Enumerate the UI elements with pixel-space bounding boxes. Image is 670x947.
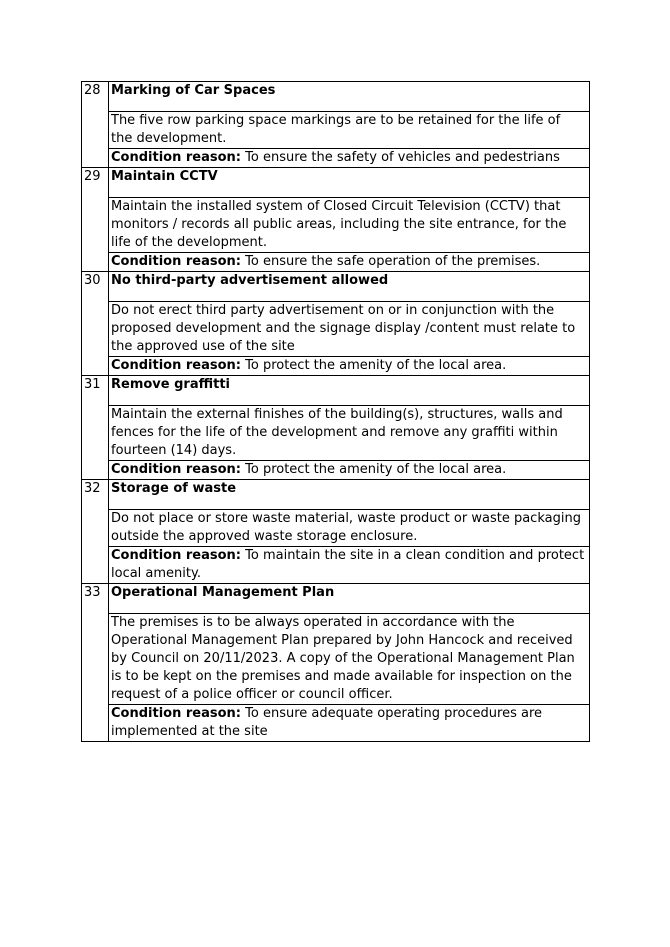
condition-reason-cell [109, 547, 590, 584]
condition-title: Storage of waste [111, 481, 237, 496]
condition-text-row [82, 614, 590, 705]
condition-reason-row [82, 547, 590, 584]
condition-text-row [82, 302, 590, 357]
condition-title-cell [109, 376, 590, 406]
condition-reason-row [82, 253, 590, 272]
condition-title-cell [109, 168, 590, 198]
condition-reason-row [82, 705, 590, 742]
condition-reason-text: To maintain the site in a clean condition and protect local amenity. [111, 548, 585, 581]
condition-row-33 [82, 584, 590, 614]
condition-reason-row [82, 149, 590, 168]
condition-text: The premises is to be always operated in accordance with the Operational Management Plan prepared by John Hancock and received by Council on 20/11/2023. A copy of the Operational Management Plan is to be kept on the premises and made available for inspection on the request of a police officer or council officer. [109, 614, 590, 705]
condition-row-28 [82, 82, 590, 112]
condition-reason-cell [109, 705, 590, 742]
condition-reason-cell [109, 253, 590, 272]
conditions-table [81, 81, 590, 742]
condition-number: 29 [82, 168, 109, 272]
condition-row-32 [82, 480, 590, 510]
condition-number: 30 [82, 272, 109, 376]
condition-reason-label: Condition reason: [111, 150, 241, 165]
condition-title-cell [109, 272, 590, 302]
condition-number: 32 [82, 480, 109, 584]
condition-row-31 [82, 376, 590, 406]
condition-reason-text: To ensure adequate operating procedures are implemented at the site [111, 706, 543, 739]
condition-text: The five row parking space markings are to be retained for the life of the development. [109, 112, 590, 149]
condition-title: No third-party advertisement allowed [111, 273, 389, 288]
condition-title: Marking of Car Spaces [111, 83, 276, 98]
condition-reason-label: Condition reason: [111, 358, 241, 373]
conditions-table-body [82, 82, 590, 742]
condition-reason-row [82, 461, 590, 480]
condition-reason-text: To protect the amenity of the local area. [241, 462, 507, 477]
condition-row-29 [82, 168, 590, 198]
condition-reason-label: Condition reason: [111, 462, 241, 477]
condition-reason-text: To protect the amenity of the local area. [241, 358, 507, 373]
condition-reason-cell [109, 357, 590, 376]
condition-text: Maintain the installed system of Closed Circuit Television (CCTV) that monitors / records all public areas, including the site entrance, for the life of the development. [109, 198, 590, 253]
condition-text: Do not erect third party advertisement on or in conjunction with the proposed development and the signage display /content must relate to the approved use of the site [109, 302, 590, 357]
condition-reason-label: Condition reason: [111, 254, 241, 269]
condition-reason-cell [109, 149, 590, 168]
condition-text: Maintain the external finishes of the building(s), structures, walls and fences for the life of the development and remove any graffiti within fourteen (14) days. [109, 406, 590, 461]
condition-reason-label: Condition reason: [111, 706, 241, 721]
condition-reason-cell [109, 461, 590, 480]
condition-number: 33 [82, 584, 109, 742]
condition-reason-label: Condition reason: [111, 548, 241, 563]
condition-title: Maintain CCTV [111, 169, 218, 184]
condition-text-row [82, 510, 590, 547]
condition-text-row [82, 198, 590, 253]
condition-text: Do not place or store waste material, waste product or waste packaging outside the approved waste storage enclosure. [109, 510, 590, 547]
condition-reason-row [82, 357, 590, 376]
condition-title-cell [109, 82, 590, 112]
condition-text-row [82, 112, 590, 149]
condition-title: Operational Management Plan [111, 585, 335, 600]
condition-row-30 [82, 272, 590, 302]
condition-reason-text: To ensure the safety of vehicles and pedestrians [241, 150, 560, 165]
condition-title-cell [109, 584, 590, 614]
condition-title-cell [109, 480, 590, 510]
condition-reason-text: To ensure the safe operation of the premises. [241, 254, 541, 269]
condition-number: 28 [82, 82, 109, 168]
condition-text-row [82, 406, 590, 461]
condition-title: Remove graffitti [111, 377, 230, 392]
condition-number: 31 [82, 376, 109, 480]
